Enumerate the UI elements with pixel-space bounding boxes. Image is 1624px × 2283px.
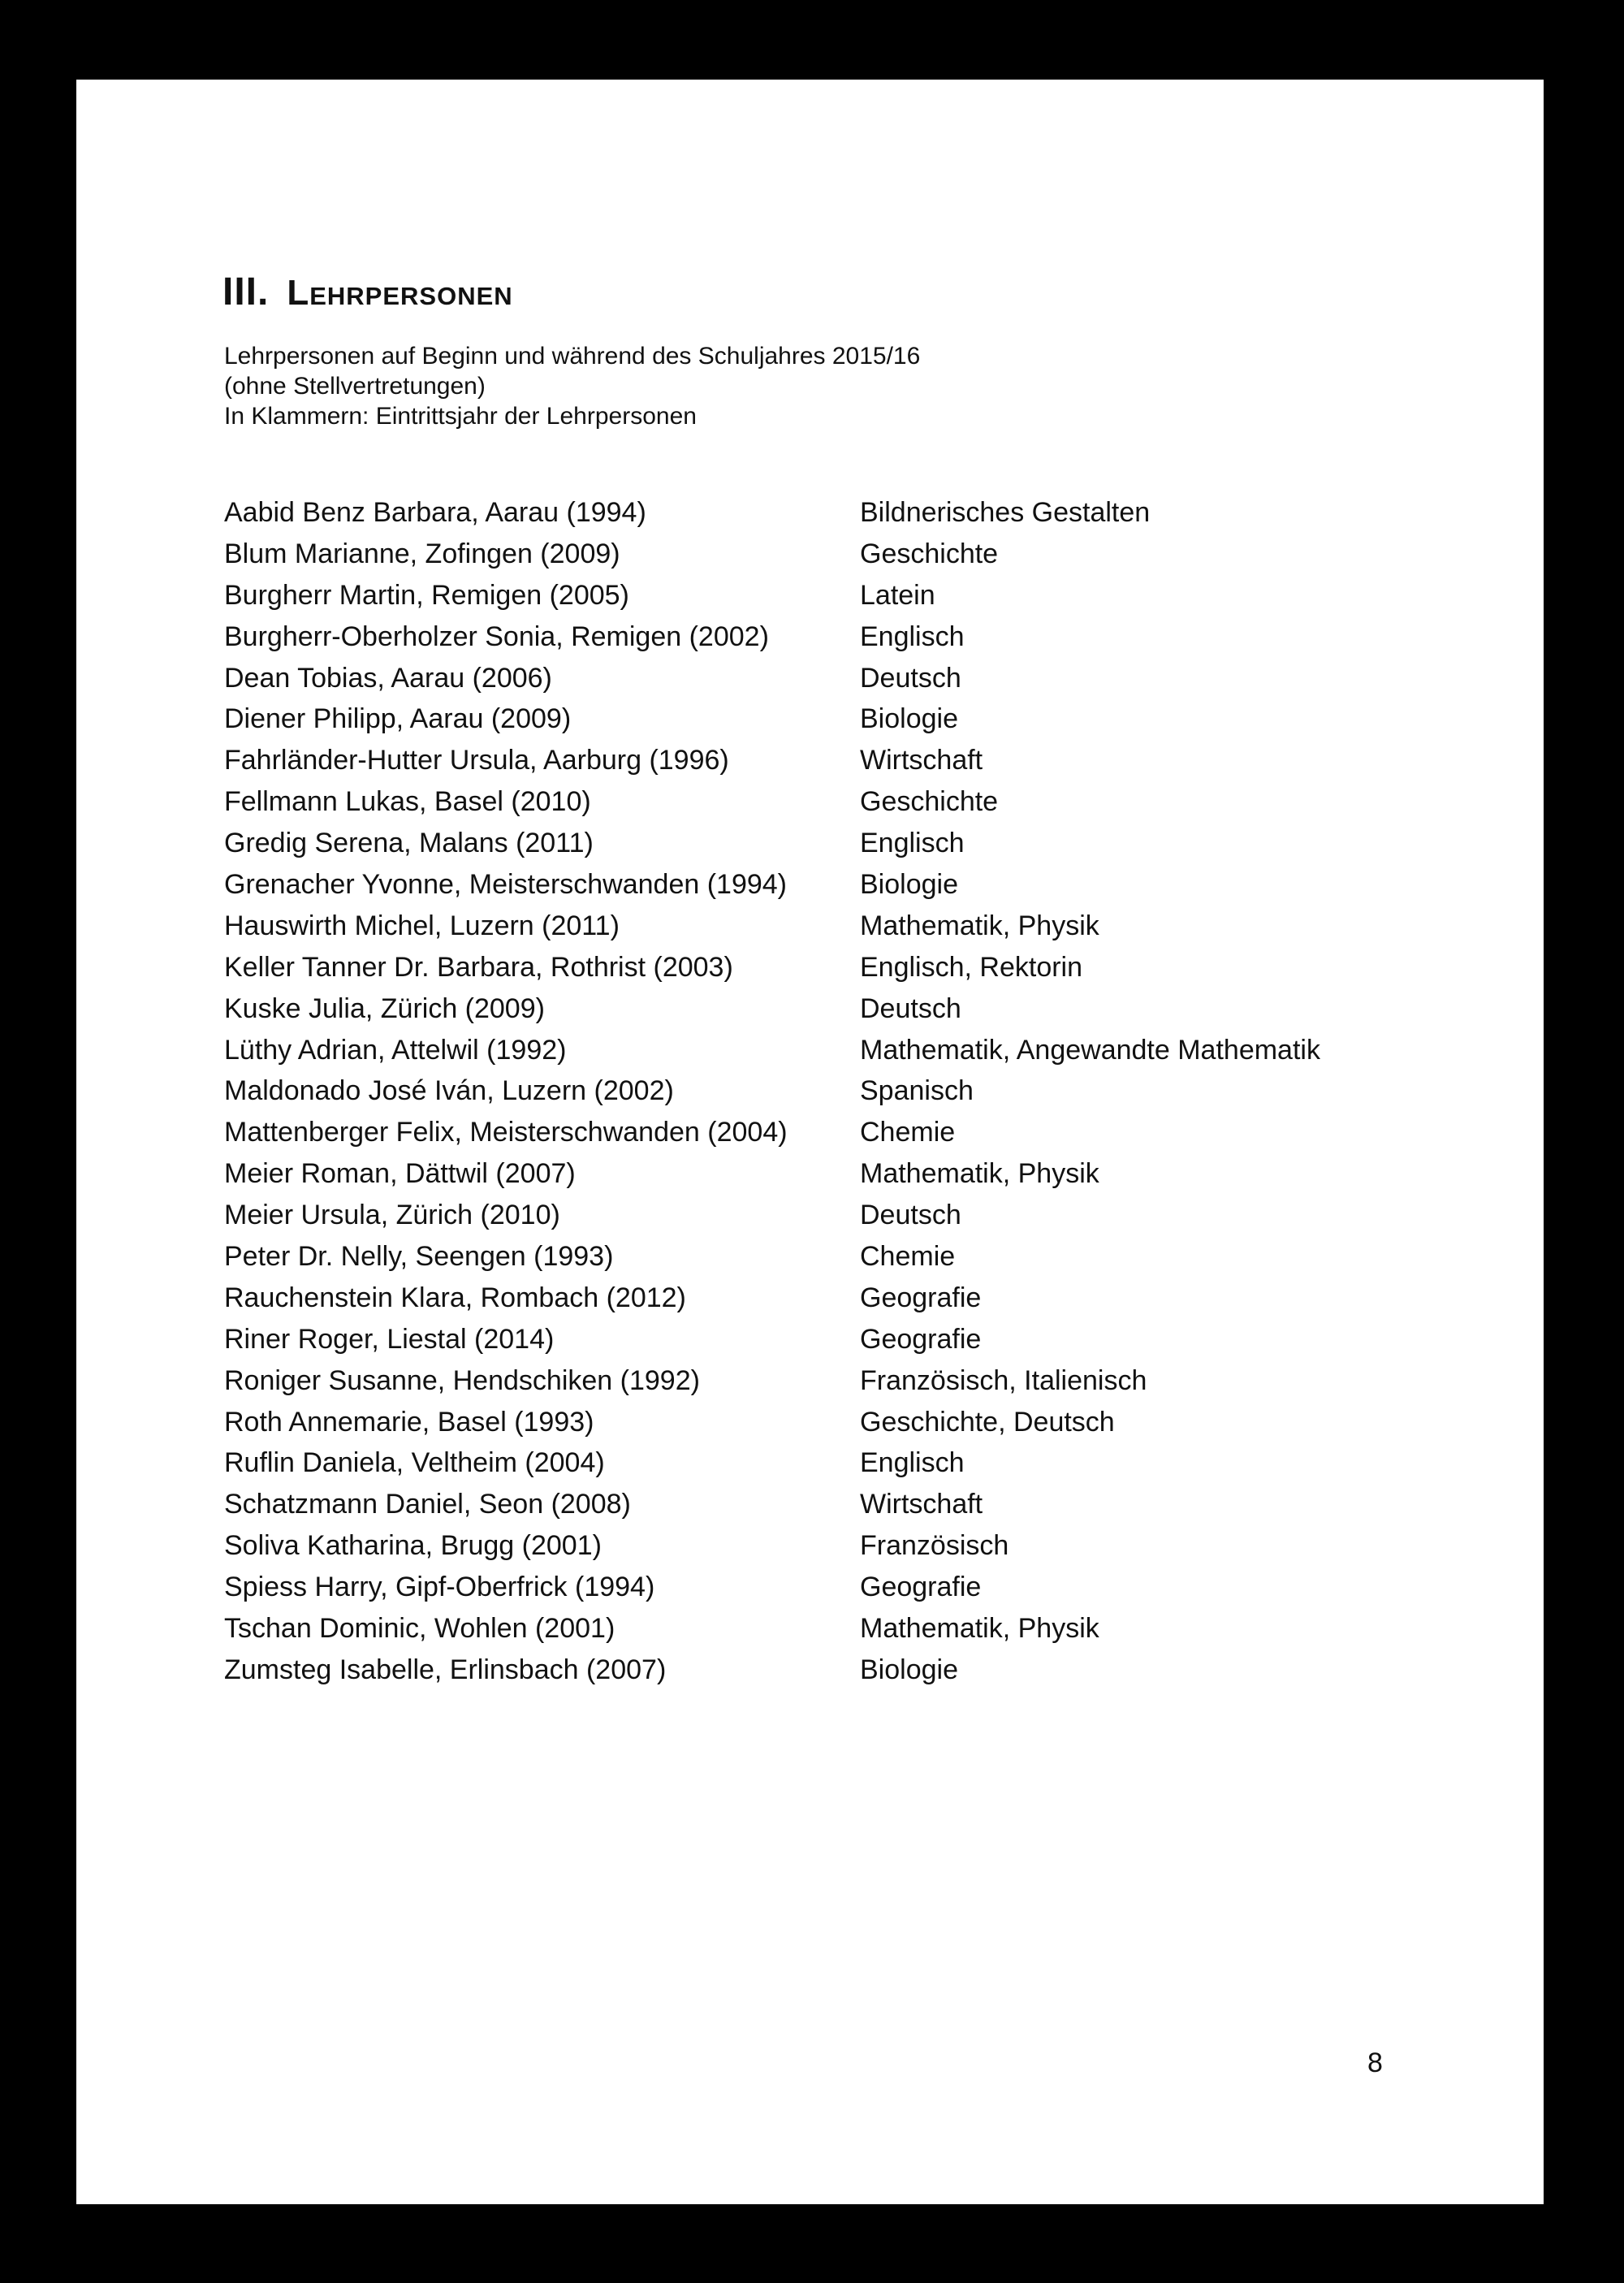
- teacher-row: [224, 740, 1442, 781]
- section-title: Lehrpersonen: [287, 273, 513, 313]
- teacher-name: Zumsteg Isabelle, Erlinsbach (2007): [224, 1654, 667, 1685]
- teacher-row: [224, 1402, 1442, 1443]
- teacher-subject: Geschichte, Deutsch: [860, 1406, 1115, 1438]
- teacher-name: Burgherr Martin, Remigen (2005): [224, 579, 629, 611]
- page-number: 8: [1367, 2047, 1383, 2078]
- teacher-row: [224, 1319, 1442, 1360]
- teacher-row: [224, 781, 1442, 823]
- teacher-subject: Geografie: [860, 1572, 982, 1603]
- teacher-row: [224, 1030, 1442, 1071]
- teacher-name: Roniger Susanne, Hendschiken (1992): [224, 1364, 700, 1396]
- section-numeral: III.: [222, 270, 270, 313]
- teacher-subject: Wirtschaft: [860, 1489, 983, 1520]
- teacher-subject: Englisch, Rektorin: [860, 951, 1083, 983]
- teacher-subject: Mathematik, Physik: [860, 1158, 1099, 1190]
- teacher-row: [224, 1278, 1442, 1319]
- teacher-row: [224, 1360, 1442, 1402]
- teacher-row: [224, 534, 1442, 575]
- teacher-subject: Mathematik, Physik: [860, 1613, 1099, 1645]
- teacher-subject: Deutsch: [860, 1200, 961, 1231]
- teacher-name: Spiess Harry, Gipf-Oberfrick (1994): [224, 1572, 655, 1603]
- teacher-subject: Chemie: [860, 1241, 956, 1273]
- teacher-subject: Biologie: [860, 869, 958, 901]
- teacher-name: Riner Roger, Liestal (2014): [224, 1323, 555, 1355]
- teacher-name: Meier Roman, Dättwil (2007): [224, 1158, 576, 1190]
- teacher-name: Keller Tanner Dr. Barbara, Rothrist (2003): [224, 951, 733, 983]
- teacher-row: [224, 1608, 1442, 1650]
- teacher-row: [224, 947, 1442, 988]
- teacher-subject: Deutsch: [860, 992, 961, 1024]
- teacher-subject: Biologie: [860, 1654, 958, 1685]
- teacher-row: [224, 492, 1442, 534]
- teacher-subject: Chemie: [860, 1117, 956, 1148]
- teacher-name: Gredig Serena, Malans (2011): [224, 828, 594, 859]
- teacher-row: [224, 823, 1442, 864]
- teacher-name: Grenacher Yvonne, Meisterschwanden (1994): [224, 869, 787, 901]
- teacher-subject: Englisch: [860, 620, 965, 652]
- teacher-subject: Englisch: [860, 828, 965, 859]
- teacher-subject: Mathematik, Angewandte Mathematik: [860, 1034, 1320, 1066]
- teacher-name: Soliva Katharina, Brugg (2001): [224, 1530, 602, 1562]
- section-heading: [222, 268, 513, 318]
- teacher-name: Roth Annemarie, Basel (1993): [224, 1406, 594, 1438]
- teacher-subject: Geschichte: [860, 538, 999, 569]
- teacher-name: Kuske Julia, Zürich (2009): [224, 992, 545, 1024]
- teacher-name: Fellmann Lukas, Basel (2010): [224, 786, 591, 818]
- teacher-row: [224, 575, 1442, 616]
- teacher-row: [224, 1112, 1442, 1153]
- teacher-list: [224, 492, 1442, 1691]
- teacher-row: [224, 1484, 1442, 1525]
- teacher-subject: Biologie: [860, 703, 958, 735]
- teacher-subject: Französisch, Italienisch: [860, 1364, 1147, 1396]
- intro-text: [224, 341, 920, 431]
- teacher-row: [224, 1567, 1442, 1608]
- teacher-subject: Englisch: [860, 1447, 965, 1479]
- teacher-name: Hauswirth Michel, Luzern (2011): [224, 910, 620, 941]
- teacher-row: [224, 1153, 1442, 1195]
- teacher-subject: Latein: [860, 579, 935, 611]
- teacher-subject: Geschichte: [860, 786, 999, 818]
- intro-line: (ohne Stellvertretungen): [224, 373, 486, 400]
- teacher-name: Aabid Benz Barbara, Aarau (1994): [224, 497, 646, 528]
- teacher-row: [224, 1525, 1442, 1567]
- teacher-subject: Geografie: [860, 1282, 982, 1313]
- teacher-name: Burgherr-Oberholzer Sonia, Remigen (2002): [224, 620, 769, 652]
- teacher-name: Meier Ursula, Zürich (2010): [224, 1200, 560, 1231]
- teacher-row: [224, 1236, 1442, 1278]
- teacher-name: Lüthy Adrian, Attelwil (1992): [224, 1034, 567, 1066]
- teacher-name: Rauchenstein Klara, Rombach (2012): [224, 1282, 686, 1313]
- teacher-name: Peter Dr. Nelly, Seengen (1993): [224, 1241, 614, 1273]
- teacher-row: [224, 1070, 1442, 1112]
- teacher-row: [224, 906, 1442, 947]
- teacher-name: Mattenberger Felix, Meisterschwanden (2004): [224, 1117, 788, 1148]
- intro-line: In Klammern: Eintrittsjahr der Lehrpersonen: [224, 403, 697, 430]
- teacher-subject: Spanisch: [860, 1075, 974, 1107]
- teacher-row: [224, 988, 1442, 1030]
- teacher-subject: Wirtschaft: [860, 745, 983, 776]
- teacher-name: Dean Tobias, Aarau (2006): [224, 662, 552, 694]
- teacher-subject: Französisch: [860, 1530, 1009, 1562]
- teacher-row: [224, 658, 1442, 699]
- document-page: [76, 80, 1544, 2204]
- teacher-name: Schatzmann Daniel, Seon (2008): [224, 1489, 631, 1520]
- teacher-subject: Deutsch: [860, 662, 961, 694]
- teacher-row: [224, 616, 1442, 658]
- teacher-row: [224, 1650, 1442, 1691]
- teacher-name: Blum Marianne, Zofingen (2009): [224, 538, 620, 569]
- teacher-name: Fahrländer-Hutter Ursula, Aarburg (1996): [224, 745, 729, 776]
- intro-line: Lehrpersonen auf Beginn und während des Schuljahres 2015/16: [224, 343, 921, 370]
- teacher-subject: Geografie: [860, 1323, 982, 1355]
- teacher-subject: Mathematik, Physik: [860, 910, 1099, 941]
- teacher-row: [224, 1195, 1442, 1236]
- teacher-row: [224, 1442, 1442, 1484]
- teacher-name: Diener Philipp, Aarau (2009): [224, 703, 572, 735]
- teacher-name: Ruflin Daniela, Veltheim (2004): [224, 1447, 605, 1479]
- teacher-row: [224, 864, 1442, 906]
- teacher-row: [224, 698, 1442, 740]
- teacher-name: Tschan Dominic, Wohlen (2001): [224, 1613, 615, 1645]
- teacher-subject: Bildnerisches Gestalten: [860, 497, 1151, 528]
- teacher-name: Maldonado José Iván, Luzern (2002): [224, 1075, 674, 1107]
